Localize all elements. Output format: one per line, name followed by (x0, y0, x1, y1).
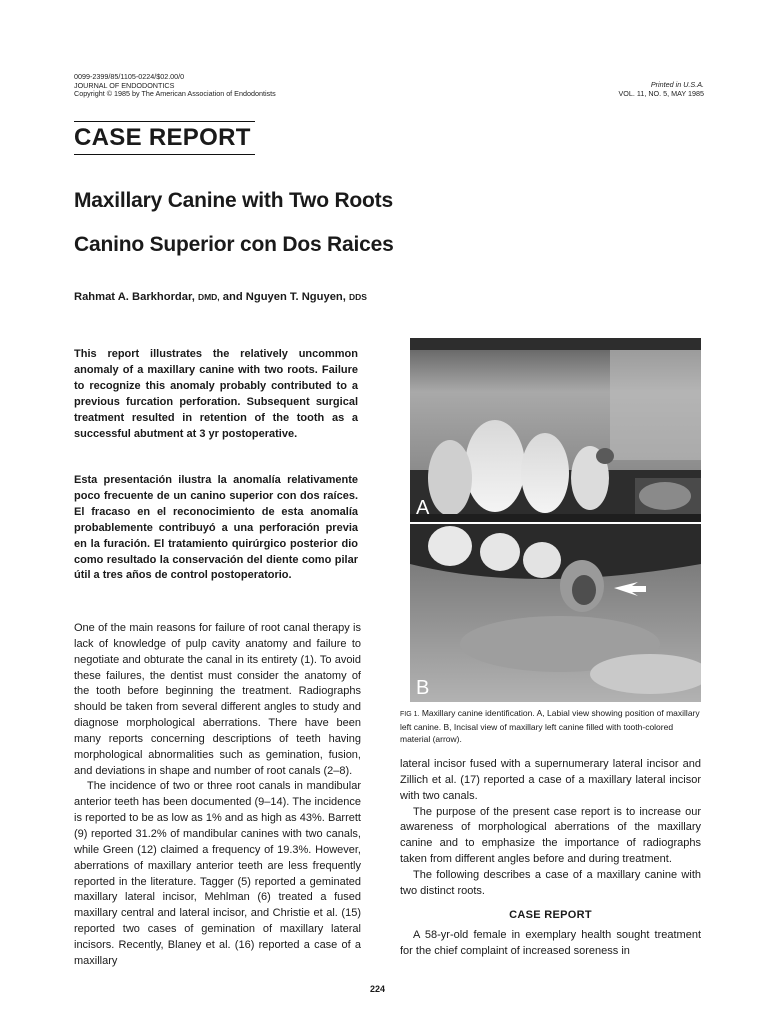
section-label: CASE REPORT (74, 124, 251, 151)
body-paragraph: A 58-yr-old female in exemplary health sought treatment for the chief complaint of increased soreness in (400, 929, 701, 958)
bottom-rule (74, 154, 255, 155)
caption-text: Maxillary canine identification. A, Labial view showing position of maxillary left canine. B, Incisal view of maxillary left canine filled with tooth-colored material (arrow). (400, 708, 700, 744)
article-title-english: Maxillary Canine with Two Roots (74, 189, 393, 212)
body-paragraph: The incidence of two or three root canals in mandibular anterior teeth has been documented (9–14). The incidence is reported to be as low as 1% and as high as 43%. Barrett (9) reported 31.2% of mandibular canines with two canals, while Green (12) claimed a frequency of 19.3%. However, aberrations of maxillary anterior teeth are less frequently reported in the literature. Tagger (5) reported a geminated maxillary lateral incisor, Mehlman (6) treated a fused maxillary central and lateral incisor, and Christie et al. (15) reported two cases of gemination of maxillary lateral incisors. Recently, Blaney et al. (16) reported a case of a maxillary (74, 780, 361, 967)
author-1-degree: DMD, (197, 292, 220, 302)
figure-caption (400, 707, 701, 745)
volume-info: VOL. 11, NO. 5, MAY 1985 (618, 88, 704, 98)
abstract-english: This report illustrates the relatively uncommon anomaly of a maxillary canine with two roots. Failure to recognize this anomaly probably contributed to a previous furcation perforation. Subsequent surgical treatment resulted in retention of the tooth as a successful abutment at 3 yr postoperative. (74, 348, 358, 440)
author-1: Rahmat A. Barkhordar, (74, 291, 195, 303)
printed-in: Printed in U.S.A. (650, 80, 704, 89)
author-line (74, 291, 367, 303)
body-column-left (74, 621, 361, 970)
journal-header-left (74, 73, 276, 99)
body-paragraph: The purpose of the present case report is to increase our awareness of morphological aberrations of the maxillary canine and to emphasize the importance of radiographs taken from different angles before and during treatment. (400, 805, 701, 866)
panel-b-label: B (416, 677, 430, 699)
article-title-spanish: Canino Superior con Dos Raices (74, 233, 394, 256)
top-rule (74, 121, 255, 122)
body-column-right (400, 757, 701, 960)
labial-view-photo (410, 338, 701, 522)
author-2: and Nguyen T. Nguyen, (222, 291, 346, 303)
journal-header-right (619, 81, 705, 98)
page-number: 224 (370, 984, 386, 994)
panel-a-label: A (416, 497, 430, 519)
copyright-line: Copyright © 1985 by The American Association of Endodontists (74, 89, 276, 99)
figure-panel-b (410, 524, 701, 702)
author-2-degree: DDS (348, 292, 367, 302)
body-paragraph: lateral incisor fused with a supernumerary lateral incisor and Zillich et al. (17) reported a case of a maxillary lateral incisor with two canals. (400, 758, 701, 802)
case-report-heading: CASE REPORT (509, 908, 592, 921)
incisal-view-photo (410, 524, 701, 702)
figure-panel-a (410, 338, 701, 522)
issn-code: 0099-2399/85/1105-0224/$02.00/0 (74, 72, 185, 81)
journal-name: JOURNAL OF ENDODONTICS (74, 80, 175, 90)
body-paragraph: One of the main reasons for failure of root canal therapy is lack of knowledge of pulp cavity anatomy and failure to negotiate and obturate the canal in its entirety (1). To avoid these failures, the dentist must consider the anatomy of the tooth before beginning the treatment. Radiographs should be taken from several different angles to study and diagnose morphological aberrations. There have been many reports concerning descriptions of teeth having morphological abnormalities such as gemination, fusion, and deviations in shape and number of root canals (2–8). (74, 622, 361, 777)
caption-label: FIG 1. (400, 711, 420, 718)
abstract-spanish: Esta presentación ilustra la anomalía relativamente poco frecuente de un canino superior con dos raíces. El fracaso en el reconocimiento de esta anomalía probablemente contribuyó a una perforación previa en la furación. El tratamiento quirúrgico posterior dio como resultado la conservación del diente como pilar útil a tres años de control postoperatorio. (74, 474, 358, 582)
body-paragraph: The following describes a case of a maxillary canine with two distinct roots. (400, 868, 701, 897)
